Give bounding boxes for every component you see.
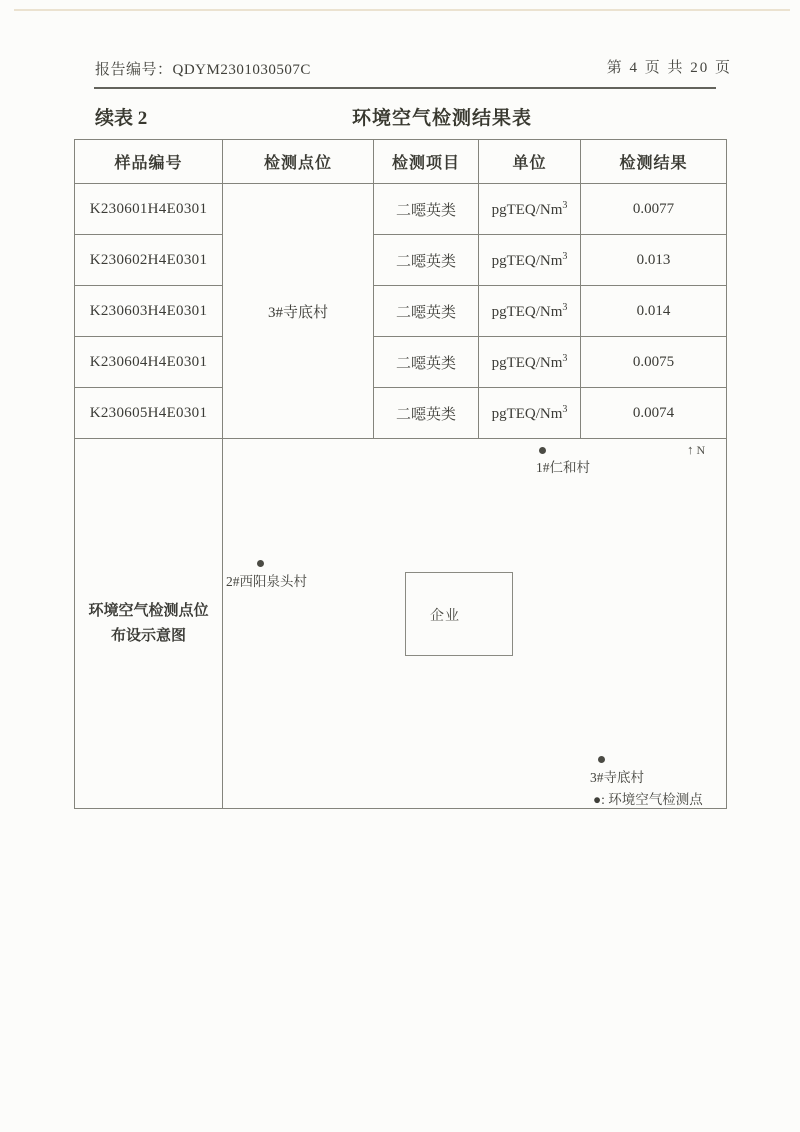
page-indicator: 第 4 页 共 20 页 xyxy=(606,60,732,76)
col-header-unit: 单位 xyxy=(479,140,581,184)
results-table xyxy=(74,139,727,809)
monitoring-point-dot xyxy=(539,447,546,454)
unit-cell xyxy=(479,388,581,439)
monitoring-point-dot xyxy=(598,756,605,763)
sample-id-cell: K230602H4E0301 xyxy=(75,235,223,286)
sample-id-cell: K230603H4E0301 xyxy=(75,286,223,337)
unit-base: pgTEQ/Nm xyxy=(491,252,563,269)
enterprise-box xyxy=(405,572,513,656)
col-header-sample-id: 样品编号 xyxy=(75,140,223,184)
col-header-location: 检测点位 xyxy=(223,140,374,184)
sample-id-cell: K230605H4E0301 xyxy=(75,388,223,439)
col-header-item: 检测项目 xyxy=(374,140,479,184)
page-title: 环境空气检测结果表 xyxy=(352,108,533,129)
table-header-row xyxy=(75,140,727,184)
report-number-label: 报告编号： xyxy=(95,62,173,78)
unit-superscript: 3 xyxy=(562,250,568,262)
scan-artifact-line xyxy=(14,9,790,11)
item-cell: 二噁英类 xyxy=(374,337,479,388)
diagram-row xyxy=(75,439,727,809)
table-row xyxy=(75,388,727,439)
location-cell: 3#寺底村 xyxy=(223,184,374,439)
north-arrow-icon: ↑ xyxy=(687,442,694,457)
north-label: N xyxy=(696,443,706,457)
report-number xyxy=(95,58,311,79)
diagram-caption-line2: 布设示意图 xyxy=(110,627,186,644)
monitoring-point-label: 2#西阳泉头村 xyxy=(226,574,307,589)
unit-superscript: 3 xyxy=(562,403,568,415)
item-cell: 二噁英类 xyxy=(374,286,479,337)
report-number-value: QDYM2301030507C xyxy=(172,62,311,78)
sample-id-cell: K230601H4E0301 xyxy=(75,184,223,235)
result-cell: 0.0074 xyxy=(581,388,727,439)
table-row xyxy=(75,286,727,337)
unit-cell xyxy=(479,337,581,388)
north-indicator xyxy=(687,442,705,458)
header-divider xyxy=(94,87,716,89)
item-cell: 二噁英类 xyxy=(374,184,479,235)
item-cell: 二噁英类 xyxy=(374,388,479,439)
diagram-caption-line1: 环境空气检测点位 xyxy=(88,602,209,619)
unit-base: pgTEQ/Nm xyxy=(491,405,563,422)
continued-table-label: 续表 2 xyxy=(95,108,148,129)
unit-cell xyxy=(479,184,581,235)
result-cell: 0.013 xyxy=(581,235,727,286)
unit-superscript: 3 xyxy=(562,199,568,211)
col-header-result: 检测结果 xyxy=(581,140,727,184)
unit-base: pgTEQ/Nm xyxy=(491,354,563,371)
unit-base: pgTEQ/Nm xyxy=(491,201,563,218)
monitoring-point-label: 1#仁和村 xyxy=(536,460,590,475)
table-row xyxy=(75,235,727,286)
monitoring-point-dot xyxy=(257,560,264,567)
unit-superscript: 3 xyxy=(562,352,568,364)
monitoring-point-label: 3#寺底村 xyxy=(590,770,644,785)
unit-base: pgTEQ/Nm xyxy=(491,303,563,320)
unit-superscript: 3 xyxy=(562,301,568,313)
table-row xyxy=(75,184,727,235)
diagram-legend: ●: 环境空气检测点 xyxy=(593,792,703,807)
diagram-caption xyxy=(75,439,223,809)
result-cell: 0.0077 xyxy=(581,184,727,235)
unit-cell xyxy=(479,235,581,286)
item-cell: 二噁英类 xyxy=(374,235,479,286)
table-row xyxy=(75,337,727,388)
result-cell: 0.0075 xyxy=(581,337,727,388)
unit-cell xyxy=(479,286,581,337)
sample-id-cell: K230604H4E0301 xyxy=(75,337,223,388)
enterprise-label: 企业 xyxy=(430,609,460,624)
result-cell: 0.014 xyxy=(581,286,727,337)
site-layout-diagram xyxy=(223,439,727,809)
